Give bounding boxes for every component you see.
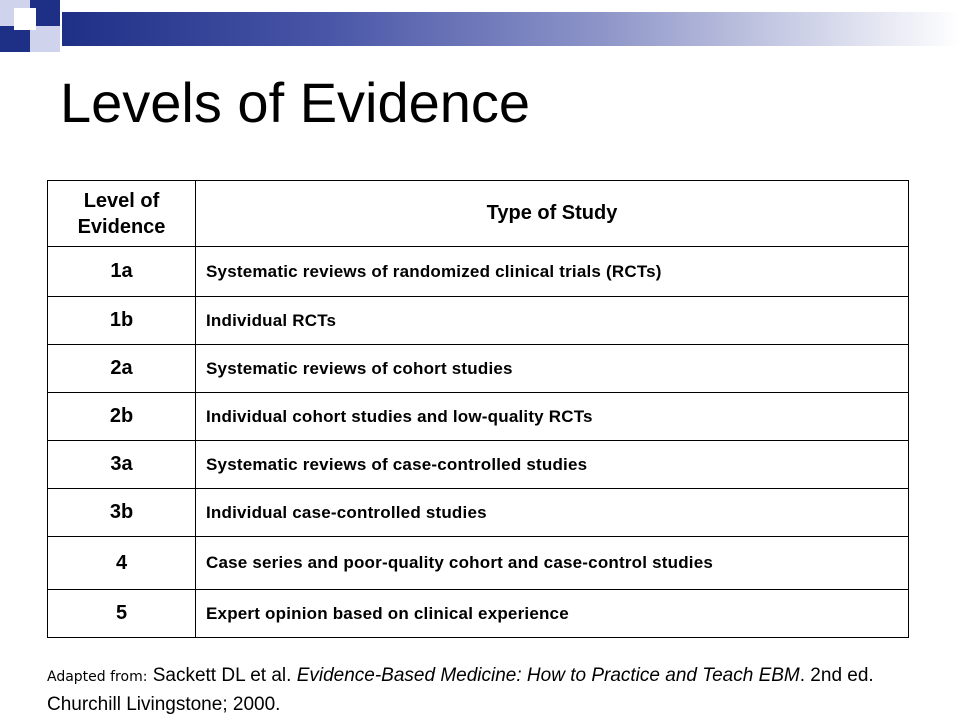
table-row xyxy=(48,537,909,590)
header-gradient-band xyxy=(62,12,960,46)
study-type-cell: Expert opinion based on clinical experience xyxy=(196,590,909,638)
study-type-cell: Case series and poor-quality cohort and case-control studies xyxy=(196,537,909,590)
study-type-cell: Individual case-controlled studies xyxy=(196,489,909,537)
header-decoration xyxy=(0,0,960,60)
citation-details: . 2nd ed. Churchill Livingstone; 2000. xyxy=(47,665,874,715)
header-type-of-study: Type of Study xyxy=(196,181,909,247)
level-cell: 2a xyxy=(48,345,196,393)
study-type-cell: Individual cohort studies and low-quality RCTs xyxy=(196,393,909,441)
study-type-cell: Systematic reviews of randomized clinical trials (RCTs) xyxy=(196,247,909,297)
citation-work-title: Evidence-Based Medicine: How to Practice and Teach EBM xyxy=(296,665,800,686)
study-type-cell: Individual RCTs xyxy=(196,297,909,345)
table-row xyxy=(48,489,909,537)
table-row xyxy=(48,297,909,345)
study-type-cell: Systematic reviews of cohort studies xyxy=(196,345,909,393)
citation xyxy=(47,662,927,718)
table-row xyxy=(48,393,909,441)
study-type-cell: Systematic reviews of case-controlled studies xyxy=(196,441,909,489)
evidence-table xyxy=(47,180,909,638)
table-row xyxy=(48,590,909,638)
level-cell: 1a xyxy=(48,247,196,297)
decor-square xyxy=(14,8,36,30)
level-cell: 1b xyxy=(48,297,196,345)
level-cell: 5 xyxy=(48,590,196,638)
level-cell: 3b xyxy=(48,489,196,537)
level-cell: 3a xyxy=(48,441,196,489)
level-cell: 4 xyxy=(48,537,196,590)
table-row xyxy=(48,345,909,393)
slide-title: Levels of Evidence xyxy=(60,71,531,134)
citation-prefix: Adapted from: xyxy=(47,669,148,685)
header-level-of-evidence: Level of Evidence xyxy=(48,181,196,247)
table-header-row xyxy=(48,181,909,247)
table-row xyxy=(48,247,909,297)
level-cell: 2b xyxy=(48,393,196,441)
citation-authors: Sackett DL et al. xyxy=(147,665,297,686)
table-row xyxy=(48,441,909,489)
